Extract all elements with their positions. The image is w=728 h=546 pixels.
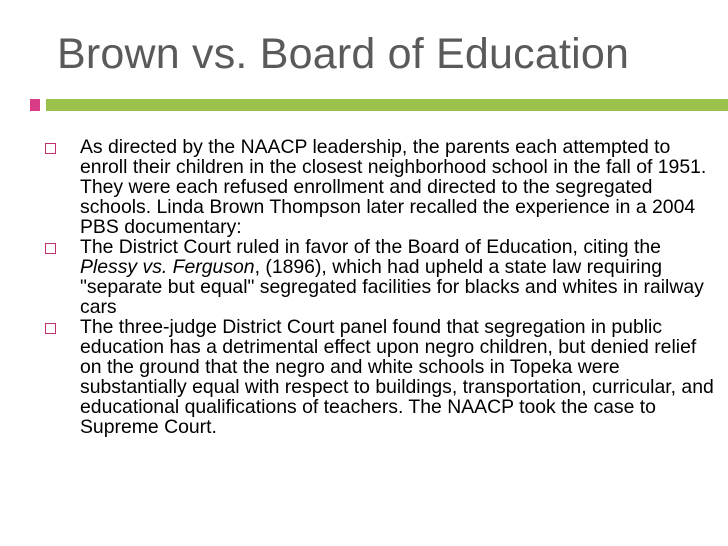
green-title-rule	[46, 99, 728, 111]
bullet-text-2-before: The District Court ruled in favor of the Board of Education, citing the	[80, 236, 661, 258]
hollow-square-bullet-icon	[45, 323, 56, 334]
slide-title: Brown vs. Board of Education	[57, 30, 630, 78]
bullet-text-1: As directed by the NAACP leadership, the parents each attempted to enroll their children in the closest neighborhood school in the fall of 1951. They were each refused enrollment and directed to the segregated schools. Linda Brown Thompson later recalled the experience in a 2004 PBS documentary:	[80, 136, 707, 238]
bullet-text-3: The three-judge District Court panel found that segregation in public education has a detrimental effect upon negro children, but denied relief on the ground that the negro and white schools in Topeka were substantially equal with respect to buildings, transportation, curricular, and educational qualifications of teachers. The NAACP took the case to Supreme Court.	[80, 316, 714, 438]
bullet-item-3	[42, 317, 722, 437]
bullet-item-1	[42, 137, 722, 237]
bullet-list	[42, 137, 722, 437]
hollow-square-bullet-icon	[45, 143, 56, 154]
bullet-text-2-after: , (1896), which had upheld a state law requiring "separate but equal" segregated facilities for blacks and whites in railway cars	[80, 256, 704, 318]
pink-accent-bar	[30, 99, 40, 111]
bullet-text-2	[80, 237, 722, 317]
case-name-italic: Plessy vs. Ferguson	[80, 256, 255, 278]
hollow-square-bullet-icon	[45, 243, 56, 254]
bullet-item-2	[42, 237, 722, 317]
